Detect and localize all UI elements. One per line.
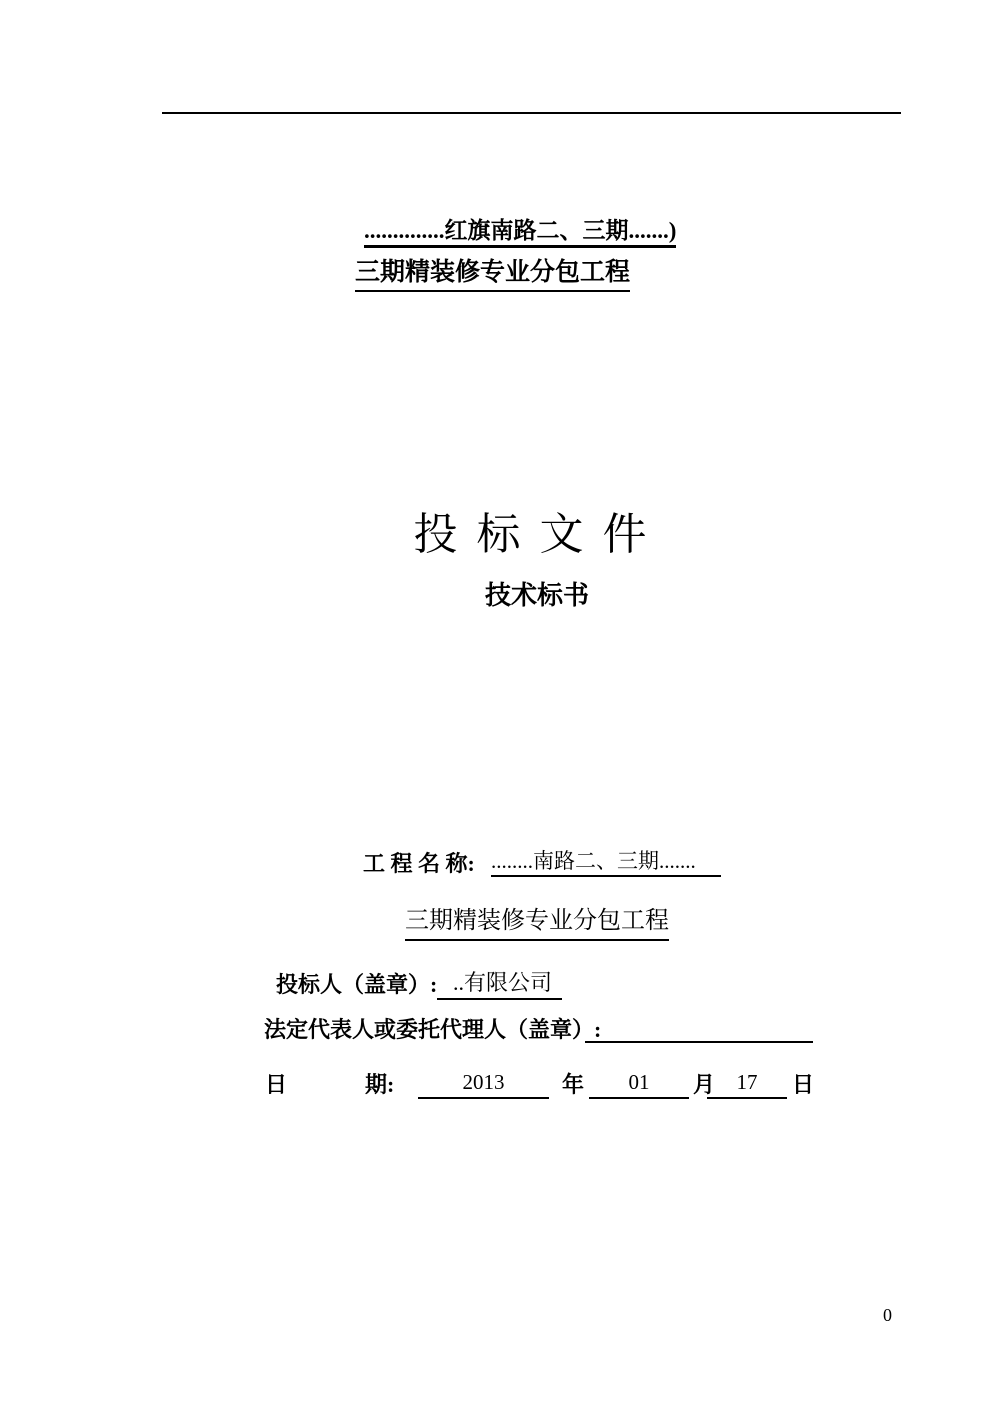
header-project-line1: ..............红旗南路二、三期.......)	[364, 218, 676, 248]
header-project-line2: 三期精装修专业分包工程	[355, 259, 630, 292]
project-name-value: ........南路二、三期.......	[491, 849, 721, 877]
bidder-name-value: ..有限公司	[437, 970, 562, 1000]
page-number: 0	[883, 1305, 892, 1325]
date-year-value: 2013	[418, 1070, 549, 1099]
document-subtitle: 技术标书	[484, 581, 589, 610]
bidder-seal-label: 投标人（盖章）:	[276, 972, 438, 997]
legal-representative-label: 法定代表人或委托代理人（盖章）:	[264, 1017, 602, 1042]
header-divider-rule	[162, 112, 901, 114]
legal-representative-signature-line	[585, 1016, 813, 1043]
date-label-day-word: 日	[265, 1072, 288, 1097]
project-name-value-line2: 三期精装修专业分包工程	[405, 908, 669, 941]
date-label-period: 期:	[365, 1072, 395, 1097]
date-month-unit: 月	[693, 1072, 716, 1097]
date-day-value: 17	[707, 1070, 787, 1099]
date-year-unit: 年	[562, 1072, 585, 1097]
date-month-value: 01	[589, 1070, 689, 1099]
project-name-label: 工 程 名 称:	[363, 851, 475, 876]
date-day-unit: 日	[792, 1072, 815, 1097]
document-main-title: 投 标 文 件	[413, 510, 651, 559]
